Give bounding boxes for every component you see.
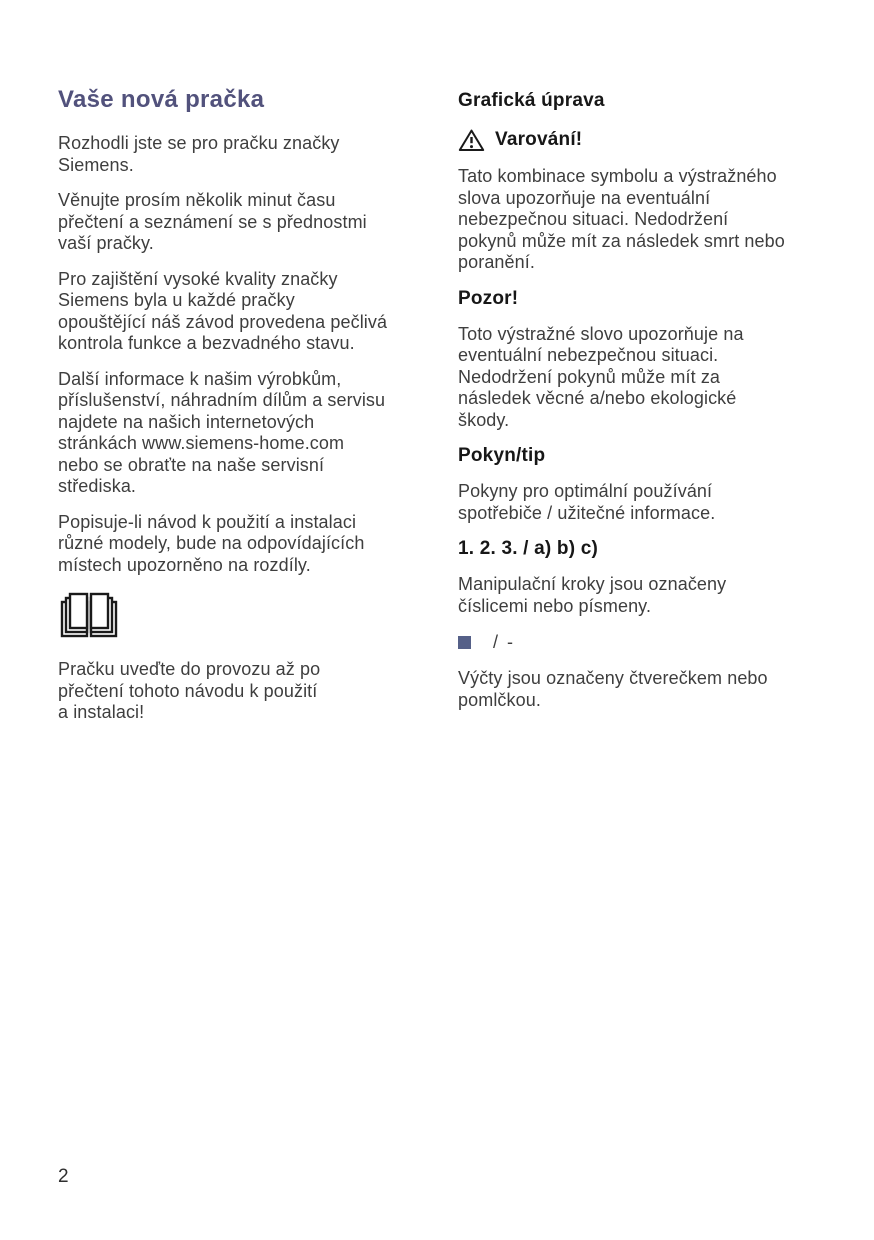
models-paragraph: Popisuje-li návod k použití a instalaci různé modely, bude na odpovídajících místech upozorněno na rozdíly.: [58, 511, 365, 575]
steps-body: Manipulační kroky jsou označeny číslicemi nebo písmeny.: [458, 574, 727, 616]
warning-body: Tato kombinace symbolu a výstražného slova upozorňuje na eventuální nebezpečnou situaci. Nedodržení pokynů může mít za následek smrt nebo poranění.: [458, 166, 785, 272]
warning-triangle-icon: [458, 128, 485, 152]
read-benefits-paragraph: Věnujte prosím několik minut času přečtení a seznámení se s přednostmi vaší pračky.: [58, 190, 367, 253]
steps-heading: 1. 2. 3. / a) b) c): [458, 538, 599, 559]
warning-heading: Varování!: [495, 129, 583, 150]
caution-body: Toto výstražné slovo upozorňuje na eventuální nebezpečnou situaci. Nedodržení pokynů může mít za následek věcné a/nebo ekologické škody.: [458, 323, 744, 430]
right-column: [458, 90, 840, 725]
tip-heading: Pokyn/tip: [458, 445, 546, 466]
warning-heading-row: [458, 128, 840, 152]
graphic-layout-title: Grafická úprava: [458, 90, 605, 111]
open-book-icon: [58, 590, 120, 638]
caution-heading: Pozor!: [458, 287, 519, 309]
left-column: [58, 86, 440, 738]
square-bullet-icon: [458, 636, 471, 649]
intro-paragraph: Rozhodli jste se pro pračku značky Siemens.: [58, 133, 340, 175]
bullet-example-row: [458, 631, 840, 653]
more-info-paragraph: Další informace k našim výrobkům, příslušenství, náhradním dílům a servisu najdete na našich internetových stránkách www.siemens-home.com nebo se obraťte na naše servisní střediska.: [58, 368, 386, 496]
tip-body: Pokyny pro optimální používání spotřebiče / užitečné informace.: [458, 481, 716, 523]
lists-body: Výčty jsou označeny čtverečkem nebo pomlčkou.: [458, 668, 768, 710]
page-title: Vaše nová pračka: [58, 86, 265, 113]
closing-note-paragraph: Pračku uveďte do provozu až po přečtení tohoto návodu k použití a instalaci!: [58, 659, 321, 722]
quality-paragraph: Pro zajištění vysoké kvality značky Siemens byla u každé pračky opouštějící náš závod provedena pečlivá kontrola funkce a bezvadného stavu.: [58, 268, 388, 353]
page-number: 2: [58, 1166, 69, 1187]
bullet-example-label: / -: [493, 631, 515, 652]
